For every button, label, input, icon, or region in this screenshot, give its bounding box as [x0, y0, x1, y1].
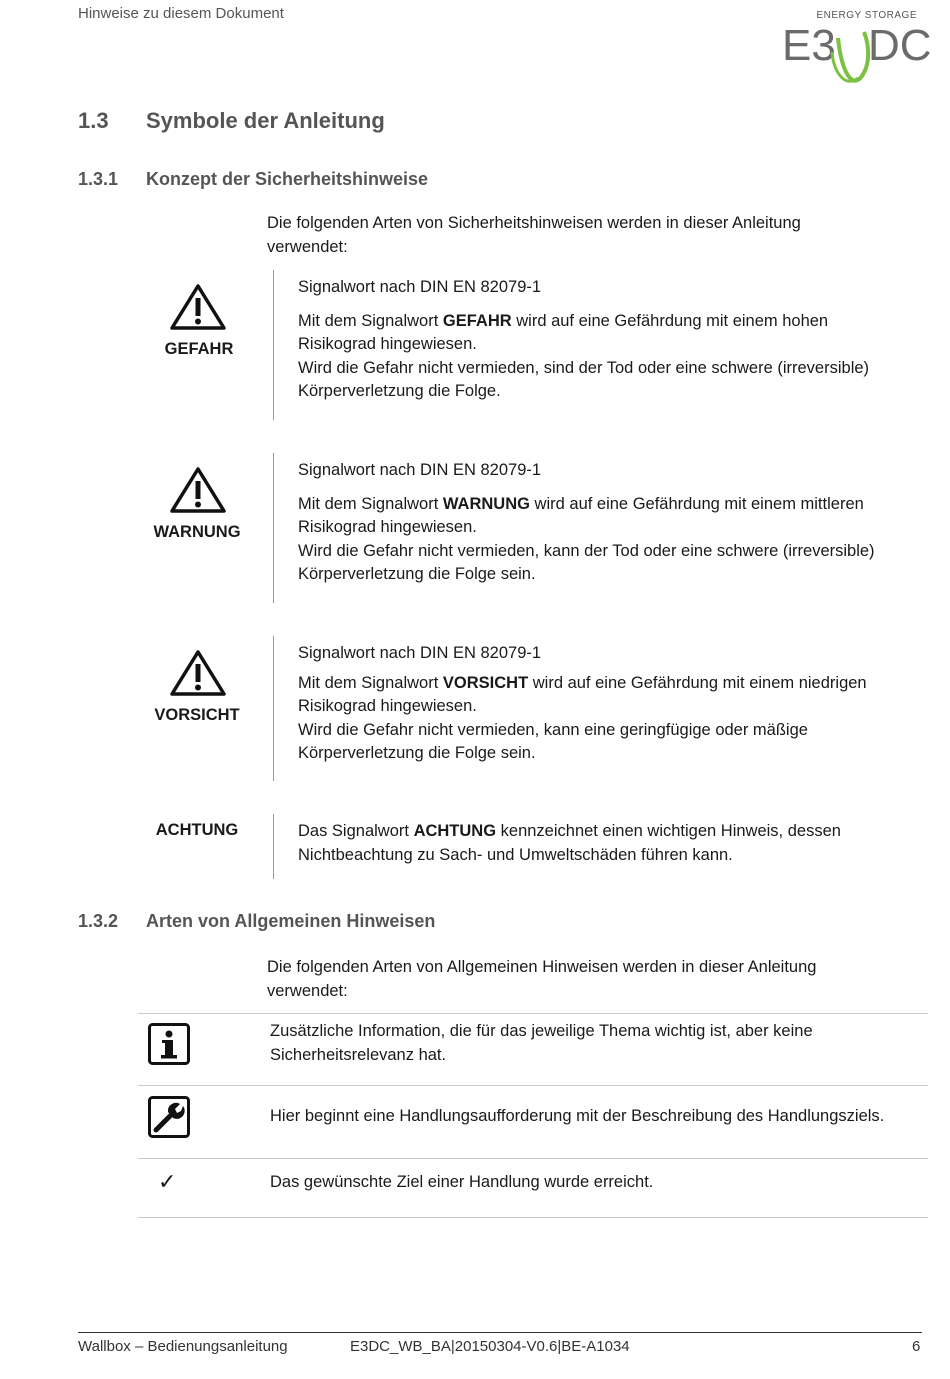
- footer-doc-id: E3DC_WB_BA|20150304-V0.6|BE-A1034: [350, 1338, 630, 1355]
- signal-block-vorsicht: [140, 636, 930, 781]
- text-segment: Mit dem Signalwort: [298, 494, 443, 513]
- text-segment: wird auf eine Gefährdung mit einem hohen Risikograd hingewiesen.: [298, 311, 829, 353]
- table-rule: [138, 1085, 928, 1086]
- text-segment: Das Signalwort: [298, 822, 414, 840]
- signal-label: GEFAHR: [164, 340, 234, 358]
- text-segment: Mit dem Signalwort: [298, 311, 443, 330]
- divider: [273, 453, 274, 603]
- wrench-icon: [148, 1096, 190, 1138]
- signal-label: VORSICHT: [154, 706, 240, 724]
- divider: [273, 636, 274, 781]
- signal-block-gefahr: [140, 270, 930, 420]
- divider: [273, 814, 274, 879]
- divider: [273, 270, 274, 420]
- signal-block-achtung: [140, 814, 930, 879]
- signal-block-warnung: [140, 453, 930, 603]
- signal-word: GEFAHR: [442, 311, 512, 330]
- warning-triangle-icon: [168, 648, 228, 698]
- list-item-text: Hier beginnt eine Handlungsaufforderung mit der Beschreibung des Handlungsziels.: [270, 1107, 885, 1125]
- page-number: 6: [912, 1338, 921, 1355]
- text-segment: wird auf eine Gefährdung mit einem mittleren Risikograd hingewiesen.: [298, 494, 864, 536]
- general-intro: Die folgenden Arten von Allgemeinen Hinweisen werden in dieser Anleitung verwendet:: [267, 958, 817, 1000]
- table-rule: [138, 1217, 928, 1218]
- text-segment: kennzeichnet einen wichtigen Hinweis, dessen Nichtbeachtung zu Sach- und Umweltschäden führen kann.: [298, 822, 841, 864]
- e3dc-logo: [780, 8, 932, 90]
- safety-intro: Die folgenden Arten von Sicherheitshinweisen werden in dieser Anleitung verwendet:: [267, 214, 801, 256]
- signal-description: [298, 276, 898, 404]
- logo-subtitle: ENERGY STORAGE: [816, 10, 917, 21]
- signal-consequence: Wird die Gefahr nicht vermieden, kann eine geringfügige oder mäßige Körperverletzung die Folge sein.: [298, 720, 808, 762]
- table-rule: [138, 1013, 928, 1014]
- signal-word: ACHTUNG: [413, 822, 497, 840]
- footer-rule: [78, 1332, 922, 1333]
- signal-label: WARNUNG: [153, 523, 241, 541]
- table-rule: [138, 1158, 928, 1159]
- text-segment: Mit dem Signalwort: [298, 673, 443, 692]
- text-segment: wird auf eine Gefährdung mit einem niedrigen Risikograd hingewiesen.: [298, 673, 867, 715]
- signal-description: [298, 459, 898, 587]
- signal-norm: Signalwort nach DIN EN 82079-1: [298, 278, 542, 296]
- signal-consequence: Wird die Gefahr nicht vermieden, sind der Tod oder eine schwere (irreversible) Körperverletzung die Folge.: [298, 358, 870, 400]
- subsection-number: 1.3.1: [78, 169, 119, 189]
- svg-text:DC: DC: [868, 21, 932, 70]
- info-icon: [148, 1023, 190, 1065]
- subsection-title: Arten von Allgemeinen Hinweisen: [146, 911, 436, 931]
- list-item-text: Zusätzliche Information, die für das jeweilige Thema wichtig ist, aber keine Sicherheitsrelevanz hat.: [270, 1022, 813, 1064]
- subsection-title: Konzept der Sicherheitshinweise: [146, 169, 429, 189]
- signal-label: ACHTUNG: [155, 821, 239, 839]
- signal-consequence: Wird die Gefahr nicht vermieden, kann der Tod oder eine schwere (irreversible) Körperverletzung die Folge sein.: [298, 541, 875, 583]
- subsection-number: 1.3.2: [78, 911, 119, 931]
- running-header: Hinweise zu diesem Dokument: [78, 5, 284, 22]
- section-title: Symbole der Anleitung: [146, 108, 385, 133]
- warning-triangle-icon: [168, 282, 228, 332]
- list-item-text: Das gewünschte Ziel einer Handlung wurde erreicht.: [270, 1173, 654, 1191]
- signal-norm: Signalwort nach DIN EN 82079-1: [298, 644, 542, 662]
- signal-norm: Signalwort nach DIN EN 82079-1: [298, 461, 542, 479]
- signal-description: [298, 820, 878, 867]
- warning-triangle-icon: [168, 465, 228, 515]
- signal-description: [298, 642, 898, 766]
- footer-doc-title: Wallbox – Bedienungsanleitung: [78, 1338, 288, 1355]
- checkmark-icon: ✓: [158, 1170, 177, 1195]
- signal-word: VORSICHT: [442, 673, 529, 692]
- svg-text:E3: E3: [782, 21, 836, 70]
- signal-word: WARNUNG: [442, 494, 530, 513]
- section-number: 1.3: [78, 108, 109, 133]
